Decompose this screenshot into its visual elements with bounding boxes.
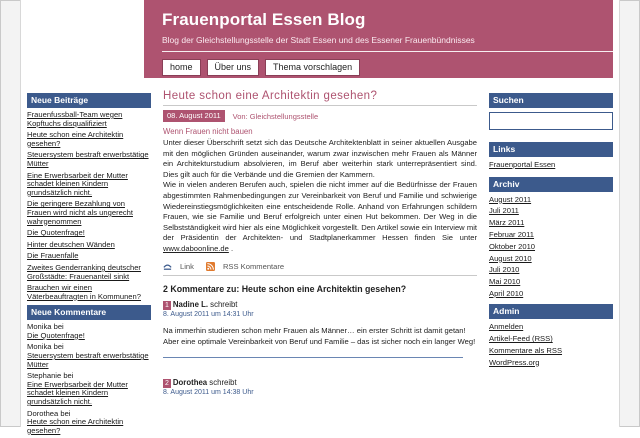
comment-author: Stephanie [27,371,62,381]
post-body [163,138,477,255]
comment-date[interactable]: 8. August 2011 um 14:31 Uhr [163,311,254,319]
archive-link[interactable]: August 2010 [489,253,532,263]
nav-suggest-topic[interactable]: Thema vorschlagen [265,59,360,76]
links-list [489,157,613,170]
recent-post-link[interactable]: Die geringere Bezahlung von Frauen wird nicht als ungerecht wahrgenommen [27,199,133,226]
comment-separator: bei [58,408,71,418]
archive-link[interactable]: März 2011 [489,218,525,228]
comments-feed-link[interactable]: Kommentare als RSS [489,346,563,355]
comment-divider [163,357,463,358]
post-author-line [233,112,318,121]
comment-separator: bei [61,371,74,381]
recent-comment-item [27,343,151,369]
comment-verb: schreibt [207,378,237,388]
post-subtitle: Wenn Frauen nicht bauen [163,127,253,136]
site-title[interactable]: Frauenportal Essen Blog [162,10,366,29]
nav-home[interactable]: home [162,59,201,76]
recent-post-link[interactable]: Steuersystem bestraft erwerbstätige Mütter [27,150,149,168]
archive-heading: Archiv [489,177,613,192]
article-link[interactable]: www.daboonline.de [163,243,229,253]
admin-heading: Admin [489,304,613,319]
archive-link[interactable]: April 2010 [489,288,524,298]
comment-separator: bei [51,322,64,332]
comment-author-line [163,300,477,310]
recent-posts-list [27,108,151,301]
permalink-button[interactable]: Link [180,261,194,271]
comment-verb: schreibt [208,300,238,310]
archive-link[interactable]: Juli 2010 [489,265,520,275]
comment-author-line [163,378,477,388]
recent-post-link[interactable]: Heute schon eine Architektin gesehen? [27,130,124,148]
archive-link[interactable]: Juli 2011 [489,206,519,216]
wordpress-link[interactable]: WordPress.org [489,357,540,367]
header-divider [162,51,613,52]
recent-post-link[interactable]: Hinter deutschen Wänden [27,239,115,249]
link-icon [163,262,174,272]
recent-post-link[interactable]: Die Quotenfrage! [27,228,85,238]
post-author: Gleichstellungsstelle [249,111,319,121]
recent-post-link[interactable]: Die Frauenfalle [27,251,79,261]
post-paragraph-1: Unter dieser Überschrift setzt sich das Deutsche Architektenblatt in seiner aktuellen Ausgabe mit den möglichen Gründen auseinander, warum zwar inzwischen mehr Frauen als Männer ein Architekturstudium absolvieren, im Beruf aber weiterhin stark unterrepräsentiert sind. Dies gilt auch für die Verbände und die Gremien der Kammern. [163,138,477,179]
recent-comments-list [27,320,151,435]
comment-author: Monika [27,322,52,332]
recent-comments-heading: Neue Kommentare [27,305,151,320]
post-tools [163,262,477,272]
post-divider [163,275,477,276]
comment-text: Na immerhin studieren schon mehr Frauen als Männer… ein erster Schritt ist damit getan! Aber eine optimale Vereinbarkeit von Beruf und Familie – das ist sicher noch ein langer Weg! [163,326,476,346]
comment-author: Dorothea [172,378,208,388]
recent-comment-item [27,372,151,406]
recent-post-link[interactable]: Zweites Genderranking deutscher Großstädte: Frauenanteil sinkt [27,262,141,281]
recent-comment-item [27,323,151,340]
comment-post-link[interactable]: Die Quotenfrage! [27,330,85,340]
author-prefix: Von: [232,111,250,121]
archive-list [489,192,613,299]
rss-icon [206,262,217,272]
left-sidebar [27,93,151,438]
recent-post-link[interactable]: Eine Erwerbsarbeit der Mutter schadet kleinen Kindern grundsätzlich nicht. [27,170,128,197]
comment-number: 2 [165,380,169,388]
comment [163,300,477,358]
archive-link[interactable]: August 2011 [489,194,532,204]
recent-comment-item [27,410,151,436]
blogroll-link[interactable]: Frauenportal Essen [489,160,556,169]
article-feed-link[interactable]: Artikel-Feed (RSS) [489,334,553,344]
main-nav [162,59,360,76]
comment-author: Dorothea [27,408,59,418]
site-description: Blog der Gleichstellungsstelle der Stadt Essen und des Essener Frauenbündnisses [162,35,475,45]
recent-posts-heading: Neue Beiträge [27,93,151,108]
comment-separator: bei [51,342,64,352]
post-title[interactable]: Heute schon eine Architektin gesehen? [163,90,477,106]
post-paragraph-2: Wie in vielen anderen Berufen auch, spielen die nicht immer auf die Bedürfnisse der Frauen abgestimmten Rahmenbedingungen zur Vereinbarkeit von Beruf und Familie und schwierige Wiedereinstiegsmöglichkeiten eine entscheidende Rolle. Anhand von Erfahrungen schildern Frauen, wie sie Familie und Beruf erfolgreich unter einen Hut bekommen. Der Weg in die Selbstständigkeit wird hier als eine Möglichkeit vorgestellt. Den Artikel sowie ein Interview mit der Präsidentin der Architekten- und Stadtplanerkammer Hessen finden Sie unter [163,180,477,243]
search-heading: Suchen [489,93,613,108]
comment-date[interactable]: 8. August 2011 um 14:38 Uhr [163,389,254,397]
archive-link[interactable]: Oktober 2010 [489,241,536,251]
comment-post-link[interactable]: Heute schon eine Architektin gesehen? [27,417,124,435]
search-input[interactable] [489,112,613,130]
comment-author: Nadine L. [172,300,208,310]
archive-link[interactable]: Mai 2010 [489,277,521,287]
recent-post-link[interactable]: Frauenfussball-Team wegen Kopftuchs disqualifiziert [27,110,123,128]
site-header [144,0,613,78]
admin-list [489,319,613,367]
links-heading: Links [489,142,613,157]
login-link[interactable]: Anmelden [489,322,524,332]
comment-post-link[interactable]: Eine Erwerbsarbeit der Mutter schadet kleinen Kindern grundsätzlich nicht. [27,379,128,407]
post-date-badge: 08. August 2011 [163,110,225,122]
comment-number: 1 [165,302,169,310]
main-content [163,90,477,396]
comment-author: Monika [27,342,52,352]
comment [163,378,477,396]
right-sidebar [489,93,613,371]
nav-about[interactable]: Über uns [207,59,260,76]
comments-heading: 2 Kommentare zu: Heute schon eine Architektin gesehen? [163,284,407,295]
recent-post-link[interactable]: Brauchen wir einen Väterbeauftragten in Kommunen? [27,283,141,301]
comment-post-link[interactable]: Steuersystem bestraft erwerbstätige Mütter [27,351,149,369]
rss-comments-link[interactable]: RSS Kommentare [222,261,285,271]
link-suffix: . [228,243,234,253]
archive-link[interactable]: Februar 2011 [489,229,535,239]
post-meta [163,110,477,122]
